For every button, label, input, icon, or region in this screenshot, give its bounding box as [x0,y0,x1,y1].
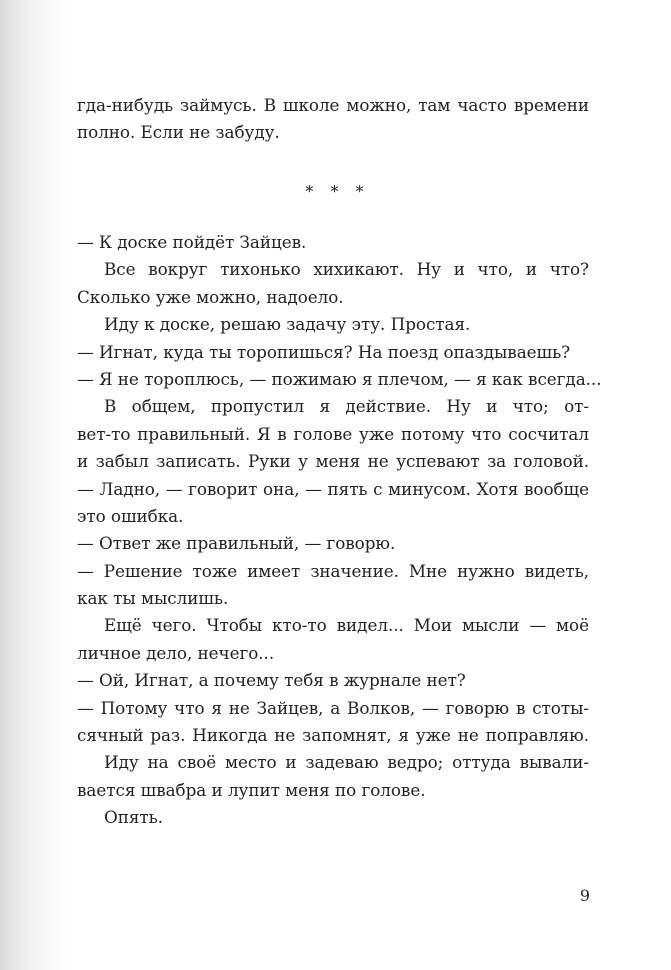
text-line: — К доске пойдёт Зайцев. [77,232,307,252]
text-line: Ещё чего. Чтобы кто-то видел... Мои мысли — моё [104,615,589,636]
text-line: Иду на своё место и задеваю ведро; оттуда вывали- [104,752,589,773]
text-line: это ошибка. [77,505,184,526]
main-text [77,229,602,832]
text-line: личное дело, нечего... [77,642,275,663]
text-line: гда-нибудь займусь. В школе можно, там часто времени [77,95,589,115]
text-line: — Я не тороплюсь, — пожимаю я плечом, — я как всегда... [77,368,602,389]
text-line: — Ладно, — говорит она, — пять с минусом. Хотя вообще [77,478,589,499]
text-line: — Решение тоже имеет значение. Мне нужно видеть, [77,560,589,581]
text-line: — Ой, Игнат, а почему тебя в журнале нет? [77,670,466,691]
text-line: вет-то правильный. Я в голове уже потому что сосчитал [77,423,589,444]
text-line: Опять. [104,807,163,828]
opening-text [77,92,589,147]
text-line: — Ответ же правильный, — говорю. [77,533,396,554]
text-line: полно. Если не забуду. [77,122,280,143]
text-line: — Потому что я не Зайцев, а Волков, — говорю в стоты- [77,697,589,718]
text-line: сячный раз. Никогда не запомнят, я уже не поправляю. [77,725,589,746]
section-separator: * * * [305,182,370,201]
text-line: — Игнат, куда ты торопишься? На поезд опаздываешь? [77,341,571,362]
text-line: Все вокруг тихонько хихикают. Ну и что, и что? [104,259,589,280]
text-line: и забыл записать. Руки у меня не успевают за головой. [77,451,589,472]
text-line: вается швабра и лупит меня по голове. [77,779,426,800]
text-line: Иду к доске, решаю задачу эту. Простая. [104,314,471,335]
page-number: 9 [579,886,590,905]
text-line: как ты мыслишь. [77,588,229,609]
text-line: В общем, пропустил я действие. Ну и что; от- [104,396,589,417]
text-line: Сколько уже можно, надоело. [77,286,344,307]
